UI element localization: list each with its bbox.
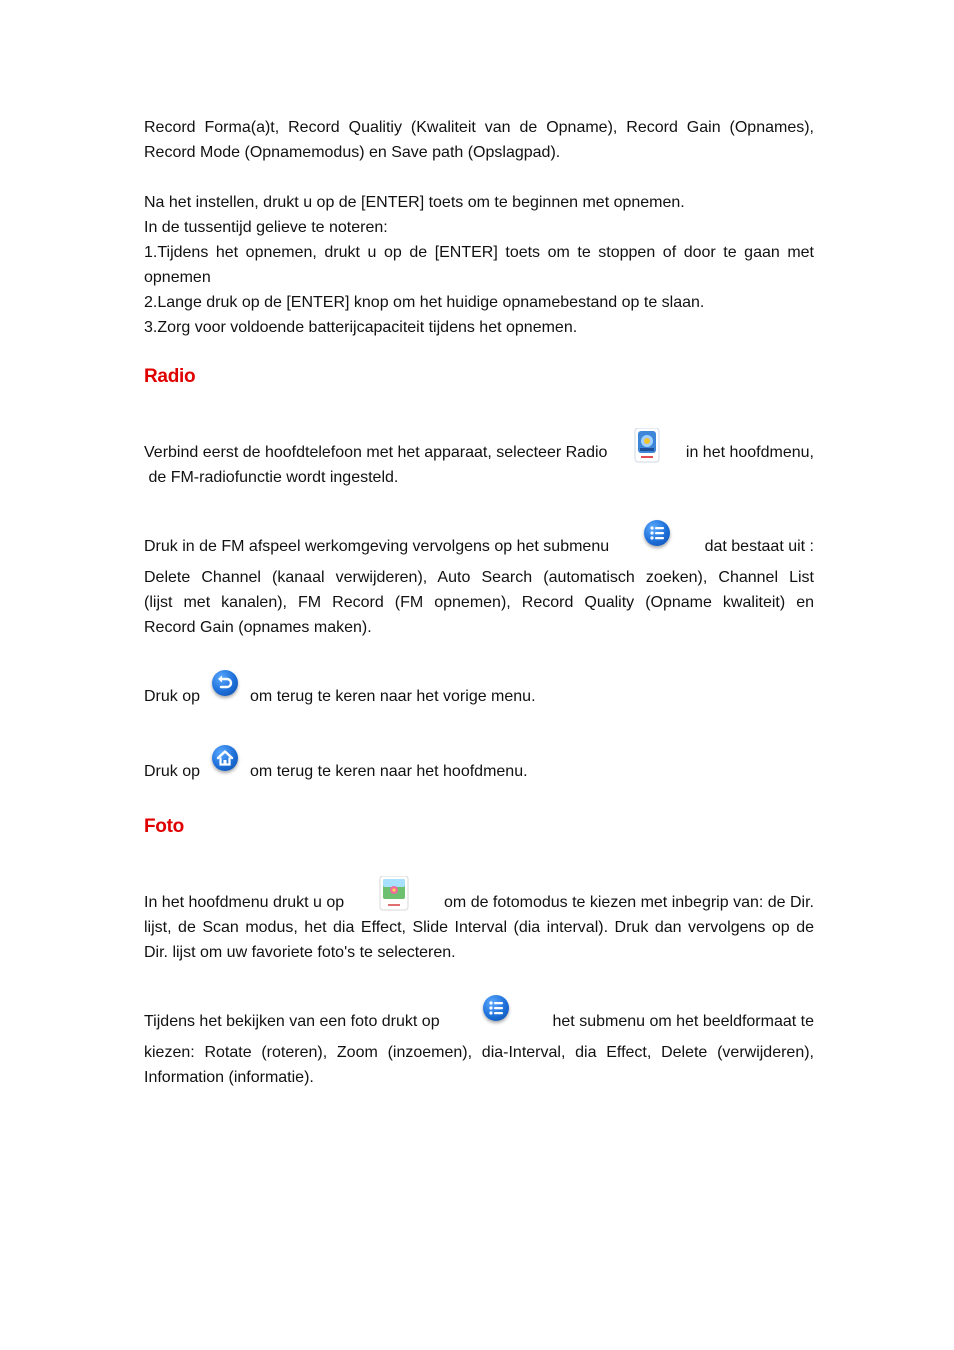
foto-text: om de fotomodus te kiezen met inbegrip van: de Dir.	[444, 894, 814, 911]
foto-submenu-text: Tijdens het bekijken van een foto drukt op	[144, 1013, 440, 1030]
foto-intro-paragraph	[144, 915, 814, 965]
foto-submenu-text: het submenu om het beeldformaat te	[552, 1013, 814, 1030]
foto-submenu-paragraph	[144, 1040, 814, 1090]
home-text: om terug te keren naar het hoofdmenu.	[250, 763, 528, 780]
section-heading-radio: Radio	[144, 366, 196, 387]
back-instruction	[144, 668, 814, 708]
intro-line: Record Mode (Opnamemodus) en Save path (Opslagpad).	[144, 144, 561, 161]
notes-item: 1.Tijdens het opnemen, drukt u op de [ENTER] toets om te stoppen of door te gaan met	[144, 244, 814, 261]
foto-text: In het hoofdmenu drukt u op	[144, 894, 345, 911]
list-menu-icon	[644, 520, 670, 546]
radio-submenu-text: dat bestaat uit :	[704, 538, 814, 555]
foto-submenu-line	[144, 993, 814, 1033]
foto-submenu-text: kiezen: Rotate (roteren), Zoom (inzoemen), dia-Interval, dia Effect, Delete (verwijderen),	[144, 1044, 814, 1061]
radio-text: Verbind eerst de hoofdtelefoon met het apparaat, selecteer Radio	[144, 444, 608, 461]
intro-paragraph	[144, 115, 814, 165]
radio-submenu-paragraph	[144, 565, 814, 640]
list-menu-icon	[483, 995, 509, 1021]
radio-intro-line2	[144, 465, 814, 490]
notes-line: In de tussentijd gelieve te noteren:	[144, 219, 388, 236]
radio-text: in het hoofdmenu,	[685, 444, 814, 461]
radio-intro-line	[144, 424, 814, 464]
foto-submenu-text: Information (informatie).	[144, 1069, 314, 1086]
back-text: Druk op	[144, 688, 201, 705]
radio-submenu-text: Delete Channel (kanaal verwijderen), Auto Search (automatisch zoeken), Channel List	[144, 569, 814, 586]
intro-line: Record Forma(a)t, Record Qualitiy (Kwaliteit van de Opname), Record Gain (Opnames),	[144, 119, 814, 136]
home-instruction	[144, 743, 814, 783]
radio-submenu-text: (lijst met kanalen), FM Record (FM opnemen), Record Quality (Opname kwaliteit) en	[144, 594, 814, 611]
foto-text: lijst, de Scan modus, het dia Effect, Slide Interval (dia interval). Druk dan vervolgens op de	[144, 919, 814, 936]
back-arrow-icon	[212, 670, 238, 696]
home-text: Druk op	[144, 763, 201, 780]
back-text: om terug te keren naar het vorige menu.	[250, 688, 536, 705]
radio-app-icon	[632, 428, 662, 466]
foto-intro-line	[144, 874, 814, 914]
radio-text: de FM-radiofunctie wordt ingesteld.	[144, 469, 399, 486]
notes-item: 3.Zorg voor voldoende batterijcapaciteit tijdens het opnemen.	[144, 319, 578, 336]
radio-submenu-line	[144, 518, 814, 558]
radio-submenu-text: Record Gain (opnames maken).	[144, 619, 372, 636]
foto-text: Dir. lijst om uw favoriete foto's te selecteren.	[144, 944, 456, 961]
photo-app-icon	[378, 876, 410, 914]
home-icon	[212, 745, 238, 771]
section-heading-foto: Foto	[144, 816, 184, 837]
notes-item: opnemen	[144, 269, 211, 286]
notes-paragraph	[144, 190, 814, 340]
notes-line: Na het instellen, drukt u op de [ENTER] toets om te beginnen met opnemen.	[144, 194, 685, 211]
radio-submenu-text: Druk in de FM afspeel werkomgeving vervolgens op het submenu	[144, 538, 610, 555]
notes-item: 2.Lange druk op de [ENTER] knop om het huidige opnamebestand op te slaan.	[144, 294, 705, 311]
